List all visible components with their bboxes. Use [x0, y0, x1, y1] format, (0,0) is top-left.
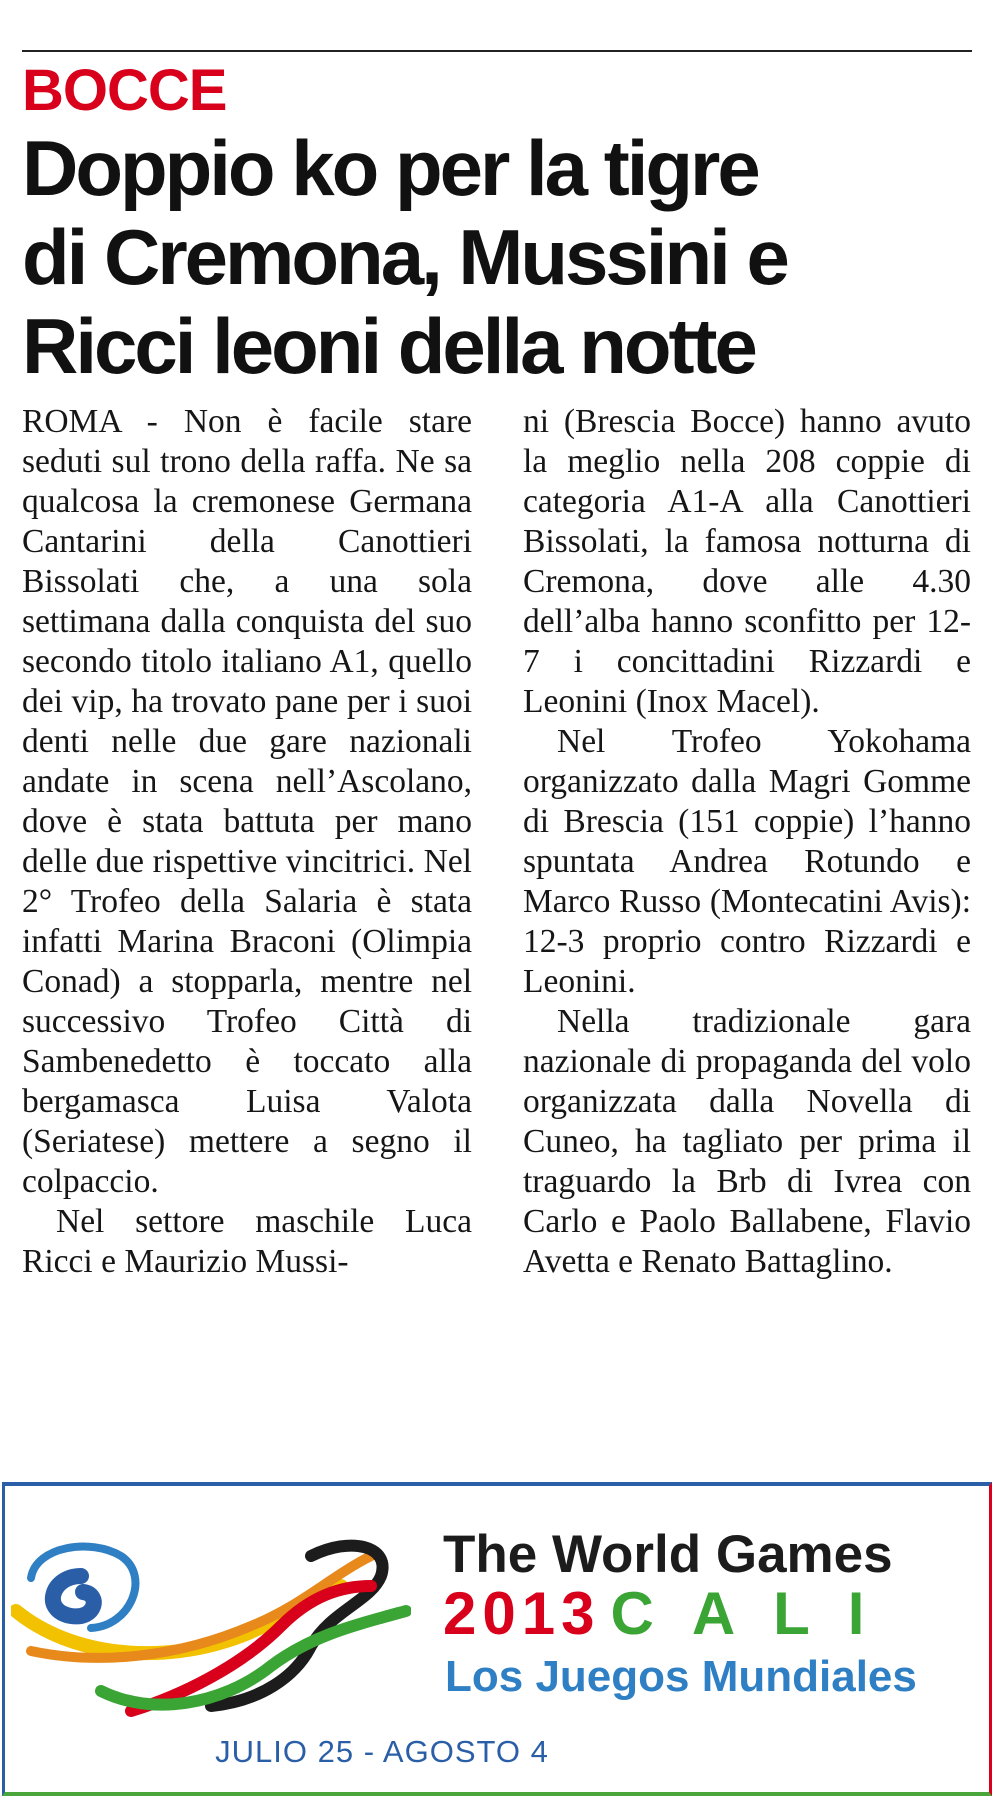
world-games-advert[interactable] — [2, 1482, 992, 1796]
headline-line-3: Ricci leoni della notte — [22, 302, 755, 390]
section-kicker: BOCCE — [22, 58, 227, 123]
paragraph: ROMA - Non è facile stare seduti sul trono della raffa. Ne sa qualcosa la cremonese Germana Cantarini della Canottieri Bissolati che, a una sola settimana dalla conquista del suo secondo titolo italiano A1, quello dei vip, ha trovato pane per i suoi denti nelle due gare nazionali andate in scena nell’Ascolano, dove è stata battuta per mano delle due rispettive vincitrici. Nel 2° Trofeo della Salaria è stata infatti Marina Braconi (Olimpia Conad) a stopparla, mentre nel successivo Trofeo Città di Sambenedetto è toccato alla bergamasca Luisa Valota (Seriatese) mettere a segno il colpaccio. — [22, 403, 472, 1200]
paragraph: Nel Trofeo Yokohama organizzato dalla Magri Gomme di Brescia (151 coppie) l’hanno spuntata Andrea Rotundo e Marco Russo (Montecatini Avis): 12-3 proprio contro Rizzardi e Leonini. — [523, 723, 971, 1000]
headline-line-2: di Cremona, Mussini e — [22, 213, 787, 301]
article-column-left — [22, 402, 472, 1282]
advert-subtitle: Los Juegos Mundiales — [445, 1652, 917, 1701]
paragraph: ni (Brescia Bocce) hanno avuto la meglio nella 208 coppie di categoria A1-A alla Canottieri Bissolati, la famosa notturna di Cremona, dove alle 4.30 dell’alba hanno sconfitto per 12-7 i concittadini Rizzardi e Leonini (Inox Macel). — [523, 403, 971, 720]
advert-dates: JULIO 25 - AGOSTO 4 — [215, 1734, 549, 1769]
world-games-ribbon-logo — [11, 1516, 411, 1726]
advert-title: The World Games — [443, 1525, 893, 1584]
paragraph: Nel settore maschile Luca Ricci e Maurizio Mussi- — [22, 1203, 472, 1280]
paragraph: Nella tradizionale gara nazionale di propaganda del volo organizzata dalla Novella di Cuneo, ha tagliato per prima il traguardo la Brb di Ivrea con Carlo e Paolo Ballabene, Flavio Avetta e Renato Battaglino. — [523, 1003, 971, 1280]
advert-edition — [443, 1582, 902, 1646]
advert-year: 2013 — [443, 1580, 601, 1647]
article-column-right — [523, 402, 971, 1282]
advert-city: CALI — [610, 1580, 903, 1647]
article-headline — [22, 124, 982, 391]
headline-line-1: Doppio ko per la tigre — [22, 124, 758, 212]
top-rule — [22, 50, 972, 52]
